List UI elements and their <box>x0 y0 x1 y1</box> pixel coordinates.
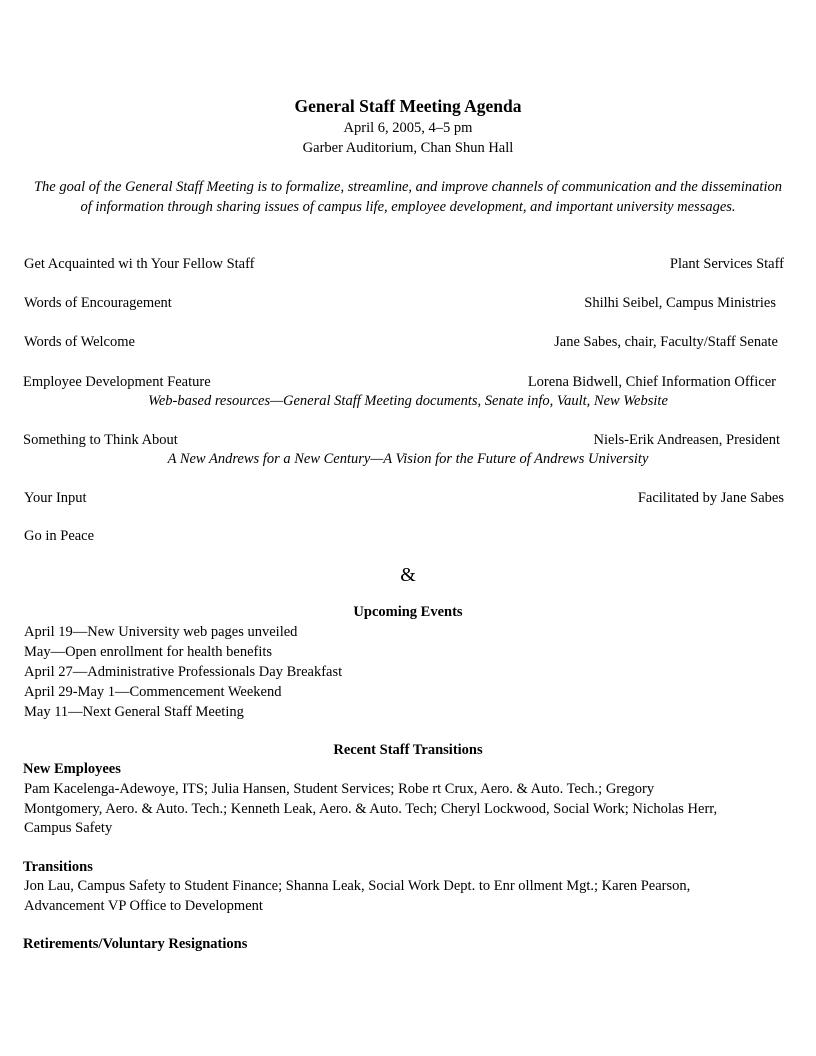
new-employees-line: Campus Safety <box>24 820 113 836</box>
upcoming-events-heading: Upcoming Events <box>353 604 463 620</box>
agenda-item-presenter: Lorena Bidwell, Chief Information Officer <box>527 374 776 390</box>
new-employees-line: Pam Kacelenga-Adewoye, ITS; Julia Hansen, Student Services; Robe rt Crux, Aero. & Auto. Tech.; Gregory <box>24 781 655 797</box>
event-item: May—Open enrollment for health benefits <box>24 644 273 660</box>
staff-transitions-heading: Recent Staff Transitions <box>333 742 483 758</box>
transitions-line: Jon Lau, Campus Safety to Student Finance; Shanna Leak, Social Work Dept. to Enr ollment Mgt.; Karen Pearson, <box>24 878 691 894</box>
page-title: General Staff Meeting Agenda <box>294 96 522 116</box>
agenda-item-title: Something to Think About <box>23 432 178 448</box>
new-employees-heading: New Employees <box>23 761 121 777</box>
agenda-item-note: A New Andrews for a New Century—A Vision for the Future of Andrews University <box>167 451 649 467</box>
agenda-item-title: Your Input <box>24 490 87 506</box>
agenda-item-presenter: Plant Services Staff <box>669 256 784 272</box>
agenda-item-title: Employee Development Feature <box>23 374 211 390</box>
retirements-heading: Retirements/Voluntary Resignations <box>23 936 248 952</box>
new-employees-line: Montgomery, Aero. & Auto. Tech.; Kenneth Leak, Aero. & Auto. Tech; Cheryl Lockwood, Social Work; Nicholas Herr, <box>24 801 718 817</box>
agenda-item-title: Words of Encouragement <box>24 295 172 311</box>
agenda-item-title: Get Acquainted wi th Your Fellow Staff <box>24 256 255 272</box>
event-item: April 27—Administrative Professionals Day Breakfast <box>24 664 343 680</box>
agenda-item-presenter: Shilhi Seibel, Campus Ministries <box>584 295 776 311</box>
goal-statement: The goal of the General Staff Meeting is to formalize, streamline, and improve channels of communication and the dissemination of information through sharing issues of campus life, employee development, and important university messages. <box>33 179 782 215</box>
agenda-item-note: Web-based resources—General Staff Meeting documents, Senate info, Vault, New Website <box>148 393 668 409</box>
transitions-heading: Transitions <box>23 859 93 875</box>
event-item: April 19—New University web pages unveiled <box>24 624 298 640</box>
agenda-item-title: Go in Peace <box>24 528 95 544</box>
event-item: April 29-May 1—Commencement Weekend <box>24 684 282 700</box>
agenda-item-title: Words of Welcome <box>24 334 135 350</box>
agenda-item-presenter: Jane Sabes, chair, Faculty/Staff Senate <box>554 334 778 350</box>
meeting-date: April 6, 2005, 4–5 pm <box>343 120 473 136</box>
agenda-item-presenter: Niels-Erik Andreasen, President <box>593 432 780 448</box>
transitions-line: Advancement VP Office to Development <box>24 898 263 914</box>
meeting-location: Garber Auditorium, Chan Shun Hall <box>302 140 514 156</box>
event-item: May 11—Next General Staff Meeting <box>24 704 244 720</box>
agenda-item-presenter: Facilitated by Jane Sabes <box>637 490 784 506</box>
ornament-divider: & <box>400 564 416 586</box>
